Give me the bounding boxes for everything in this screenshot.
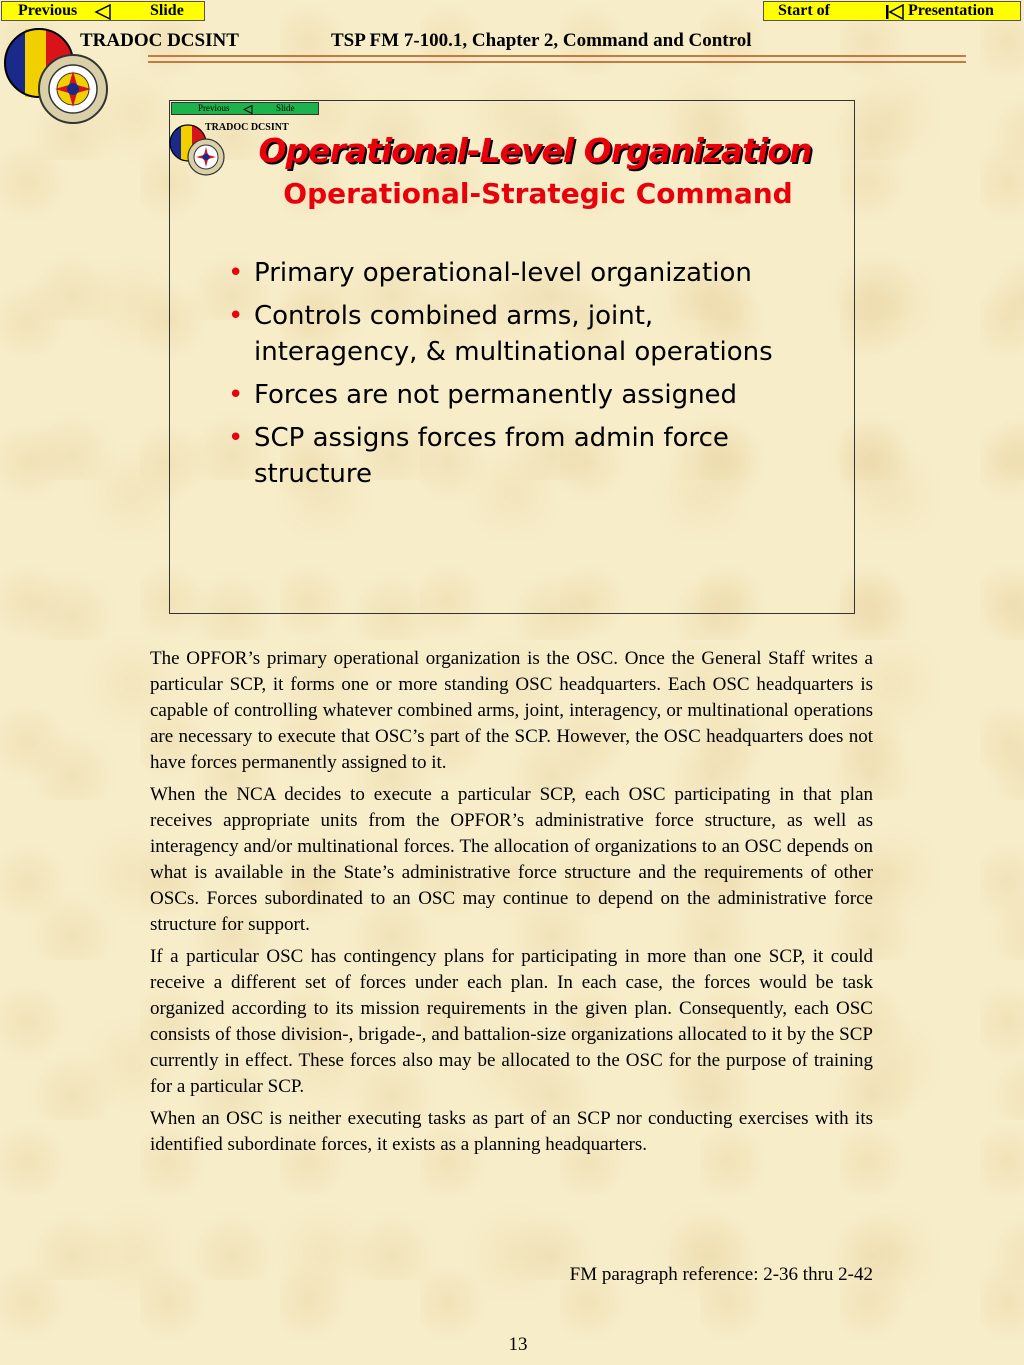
header-title: TSP FM 7-100.1, Chapter 2, Command and Control <box>331 30 752 51</box>
bullet-text: Forces are not permanently assigned <box>254 380 738 410</box>
start-of-label: Start of <box>778 2 830 19</box>
slide-mini-nav <box>171 102 319 115</box>
bullet-dot-icon: • <box>228 423 244 453</box>
mini-back-arrow-icon <box>243 105 253 114</box>
body-paragraph: If a particular OSC has contingency plans for participating in more than one SCP, it could receive a different set of forces under each plan. In each case, the forces would be task organized according to its mission requirements in the given plan. Consequently, each OSC consists of those division-, brigade-, and battalion-size organizations allocated to it by the SCP currently in effect. These forces also may be allocated to the OSC for the purpose of training for a particular SCP. <box>150 946 873 1097</box>
slide-org-label: TRADOC DCSINT <box>205 122 289 133</box>
bullet-dot-icon: • <box>228 301 244 331</box>
page-number: 13 <box>508 1334 528 1355</box>
header-rule <box>148 55 966 57</box>
slide-label: Slide <box>150 2 184 19</box>
mini-slide-label: Slide <box>276 103 295 113</box>
presentation-label: Presentation <box>908 2 994 19</box>
bullet-item <box>228 377 808 413</box>
bullet-text: SCP assigns forces from admin force structure <box>254 423 729 489</box>
body-paragraph: When an OSC is neither executing tasks as part of an SCP nor conducting exercises with its identified subordinate forces, it exists as a planning headquarters. <box>150 1108 873 1155</box>
header-org: TRADOC DCSINT <box>80 30 239 51</box>
bullet-item <box>228 255 808 291</box>
bullet-item <box>228 298 808 370</box>
bullet-text: Controls combined arms, joint, interagency, & multinational operations <box>254 301 773 367</box>
bullet-dot-icon: • <box>228 380 244 410</box>
slide-title: Operational-Level Organization <box>258 131 812 170</box>
slide-subtitle: Operational-Strategic Command <box>283 177 793 210</box>
bullet-item <box>228 420 808 492</box>
previous-slide-button[interactable] <box>1 1 205 21</box>
start-of-presentation-button[interactable] <box>763 1 1021 21</box>
previous-label: Previous <box>18 2 78 19</box>
first-slide-icon <box>885 4 905 20</box>
bullet-dot-icon: • <box>228 258 244 288</box>
notes-body <box>150 646 873 1164</box>
mini-previous-label: Previous <box>198 103 230 113</box>
body-paragraph: The OPFOR’s primary operational organization is the OSC. Once the General Staff writes a particular SCP, it forms one or more standing OSC headquarters. Each OSC headquarters is capable of controlling whatever combined arms, joint, interagency, or multinational operations are necessary to execute that OSC’s part of the SCP. However, the OSC headquarters does not have forces permanently assigned to it. <box>150 648 873 773</box>
slide-thumbnail <box>169 100 855 614</box>
header-rule-lower <box>148 61 966 63</box>
fm-paragraph-reference: FM paragraph reference: 2-36 thru 2-42 <box>569 1264 873 1285</box>
bullet-text: Primary operational-level organization <box>254 258 752 288</box>
slide-bullet-list <box>228 255 808 499</box>
body-paragraph: When the NCA decides to execute a particular SCP, each OSC participating in that plan receives appropriate units from the OPFOR’s administrative force structure, as well as interagency and/or multinational forces. The allocation of organizations to an OSC depends on what is available in the State’s administrative force structure and the requirements of other OSCs. Forces subordinated to an OSC may continue to depend on the administrative force structure for support. <box>150 784 873 935</box>
back-arrow-icon <box>94 4 112 20</box>
